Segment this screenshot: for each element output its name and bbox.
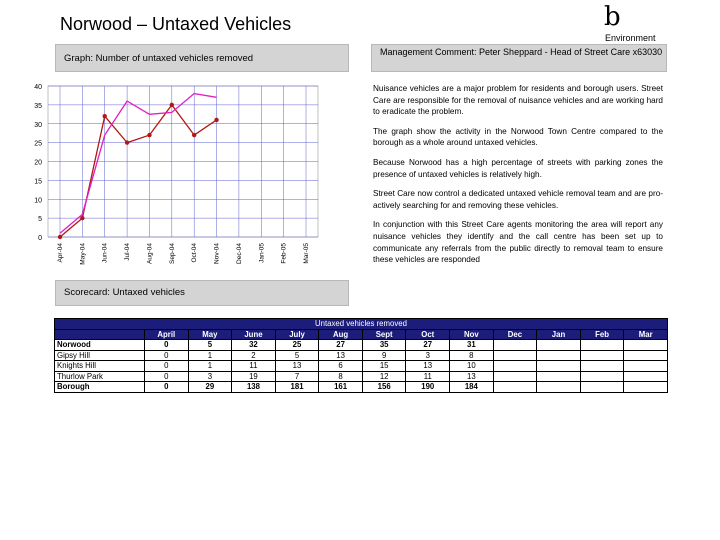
- table-cell: [493, 361, 537, 372]
- graph-panel-label: Graph: Number of untaxed vehicles removed: [55, 44, 349, 72]
- table-cell: 1: [188, 361, 232, 372]
- column-header: April: [145, 329, 189, 340]
- row-label: Norwood: [55, 340, 145, 351]
- y-tick-label: 25: [34, 140, 42, 148]
- table-cell: 13: [450, 371, 494, 382]
- y-tick-label: 35: [34, 102, 42, 110]
- table-cell: [537, 361, 581, 372]
- y-tick-label: 15: [34, 178, 42, 186]
- y-tick-label: 10: [34, 197, 42, 205]
- table-cell: 161: [319, 382, 363, 393]
- table-cell: 184: [450, 382, 494, 393]
- table-cell: [537, 382, 581, 393]
- commentary-paragraph: Street Care now control a dedicated untaxed vehicle removal team and are pro-actively searching for and removing these vehicles.: [373, 189, 663, 210]
- series-point: [147, 133, 151, 137]
- x-tick-label: Feb-05: [280, 242, 288, 264]
- x-tick-label: Sep-04: [168, 243, 176, 264]
- commentary-paragraph: Because Norwood has a high percentage of streets with parking zones the presence of untaxed vehicles is relatively high.: [373, 157, 663, 179]
- table-cell: [580, 371, 624, 382]
- y-tick-label: 40: [34, 84, 42, 91]
- table-cell: 12: [362, 371, 406, 382]
- commentary-paragraph: Nuisance vehicles are a major problem for residents and borough users. Street Care are responsible for the removal of nuisance vehicles and are working hard to eradicate the problem.: [373, 84, 663, 117]
- untaxed-vehicles-line-chart: [30, 78, 350, 278]
- table-cell: 29: [188, 382, 232, 393]
- table-cell: 0: [145, 350, 189, 361]
- table-cell: 0: [145, 371, 189, 382]
- table-cell: [624, 340, 668, 351]
- x-tick-label: Oct-04: [191, 243, 199, 263]
- table-cell: 5: [188, 340, 232, 351]
- table-cell: 32: [232, 340, 276, 351]
- scorecard-panel-label: Scorecard: Untaxed vehicles: [55, 280, 349, 306]
- table-cell: 2: [232, 350, 276, 361]
- table-cell: 7: [275, 371, 319, 382]
- table-cell: 190: [406, 382, 450, 393]
- column-header: Mar: [624, 329, 668, 340]
- table-cell: 181: [275, 382, 319, 393]
- department-label: Environment: [605, 33, 656, 43]
- table-cell: [624, 350, 668, 361]
- y-tick-label: 30: [34, 121, 42, 129]
- series-point: [80, 216, 84, 220]
- table-cell: 11: [232, 361, 276, 372]
- table-cell: 31: [450, 340, 494, 351]
- commentary-paragraph: The graph show the activity in the Norwood Town Centre compared to the borough as a whole around untaxed vehicles.: [373, 126, 663, 148]
- table-cell: [624, 382, 668, 393]
- table-cell: [537, 350, 581, 361]
- table-cell: [624, 361, 668, 372]
- row-label: Thurlow Park: [55, 371, 145, 382]
- table-cell: 25: [275, 340, 319, 351]
- column-header: Dec: [493, 329, 537, 340]
- table-row: [55, 340, 668, 351]
- table-cell: 156: [362, 382, 406, 393]
- series-point: [58, 235, 62, 239]
- series-point: [170, 103, 174, 107]
- y-tick-label: 5: [38, 216, 42, 224]
- commentary-paragraph: In conjunction with this Street Care agents monitoring the area will report any nuisance vehicles they identify and the call centre has been set up to communicate any referrals from the public directly to removal team to ensure these vehicles are responded: [373, 220, 663, 265]
- table-cell: 13: [319, 350, 363, 361]
- commentary: [373, 83, 663, 274]
- management-comment: Management Comment: Peter Sheppard - Head of Street Care x63030: [371, 44, 667, 72]
- table-cell: 15: [362, 361, 406, 372]
- x-tick-label: Jul-04: [124, 243, 132, 261]
- table-cell: 3: [406, 350, 450, 361]
- table-cell: 138: [232, 382, 276, 393]
- table-cell: 0: [145, 382, 189, 393]
- table-cell: [537, 340, 581, 351]
- table-cell: [580, 382, 624, 393]
- series-point: [125, 140, 129, 144]
- scorecard-table: [54, 318, 668, 393]
- series-point: [103, 114, 107, 118]
- x-tick-label: May-04: [79, 243, 87, 265]
- table-cell: [624, 371, 668, 382]
- column-header: May: [188, 329, 232, 340]
- row-label: Gipsy Hill: [55, 350, 145, 361]
- table-cell: [493, 371, 537, 382]
- table-row: [55, 371, 668, 382]
- table-header-row: [55, 329, 668, 340]
- row-label: Borough: [55, 382, 145, 393]
- table-cell: 35: [362, 340, 406, 351]
- table-cell: 1: [188, 350, 232, 361]
- table-row: [55, 361, 668, 372]
- table-row: [55, 350, 668, 361]
- table-cell: 11: [406, 371, 450, 382]
- x-tick-label: Apr-04: [57, 243, 64, 263]
- table-corner-cell: [55, 329, 145, 340]
- table-cell: 8: [450, 350, 494, 361]
- row-label: Knights Hill: [55, 361, 145, 372]
- series-point: [214, 118, 218, 122]
- table-cell: 8: [319, 371, 363, 382]
- column-header: June: [232, 329, 276, 340]
- x-tick-label: Jan-05: [258, 243, 266, 263]
- table-cell: 6: [319, 361, 363, 372]
- column-header: Sept: [362, 329, 406, 340]
- column-header: Nov: [450, 329, 494, 340]
- table-title: Untaxed vehicles removed: [55, 319, 668, 330]
- table-cell: 27: [406, 340, 450, 351]
- y-tick-label: 0: [38, 235, 42, 242]
- series-point: [192, 133, 196, 137]
- table-cell: 0: [145, 340, 189, 351]
- x-tick-label: Jun-04: [101, 243, 109, 263]
- table-cell: 0: [145, 361, 189, 372]
- column-header: July: [275, 329, 319, 340]
- column-header: Jan: [537, 329, 581, 340]
- x-tick-label: Dec-04: [235, 243, 243, 264]
- x-tick-label: Nov-04: [213, 243, 221, 264]
- table-cell: [493, 350, 537, 361]
- table-cell: 9: [362, 350, 406, 361]
- column-header: Feb: [580, 329, 624, 340]
- lambeth-logo-icon: b: [604, 2, 621, 32]
- table-cell: 3: [188, 371, 232, 382]
- y-tick-label: 20: [34, 159, 42, 167]
- column-header: Oct: [406, 329, 450, 340]
- table-cell: 13: [275, 361, 319, 372]
- table-row: [55, 382, 668, 393]
- table-cell: [580, 361, 624, 372]
- table-cell: [580, 340, 624, 351]
- table-cell: [493, 382, 537, 393]
- table-cell: 13: [406, 361, 450, 372]
- x-tick-label: Aug-04: [146, 243, 154, 264]
- table-cell: [537, 371, 581, 382]
- table-cell: 5: [275, 350, 319, 361]
- page-title: Norwood – Untaxed Vehicles: [60, 14, 292, 34]
- table-cell: 10: [450, 361, 494, 372]
- table-cell: [493, 340, 537, 351]
- table-cell: 19: [232, 371, 276, 382]
- table-cell: 27: [319, 340, 363, 351]
- column-header: Aug: [319, 329, 363, 340]
- x-tick-label: Mar-05: [303, 243, 310, 264]
- table-cell: [580, 350, 624, 361]
